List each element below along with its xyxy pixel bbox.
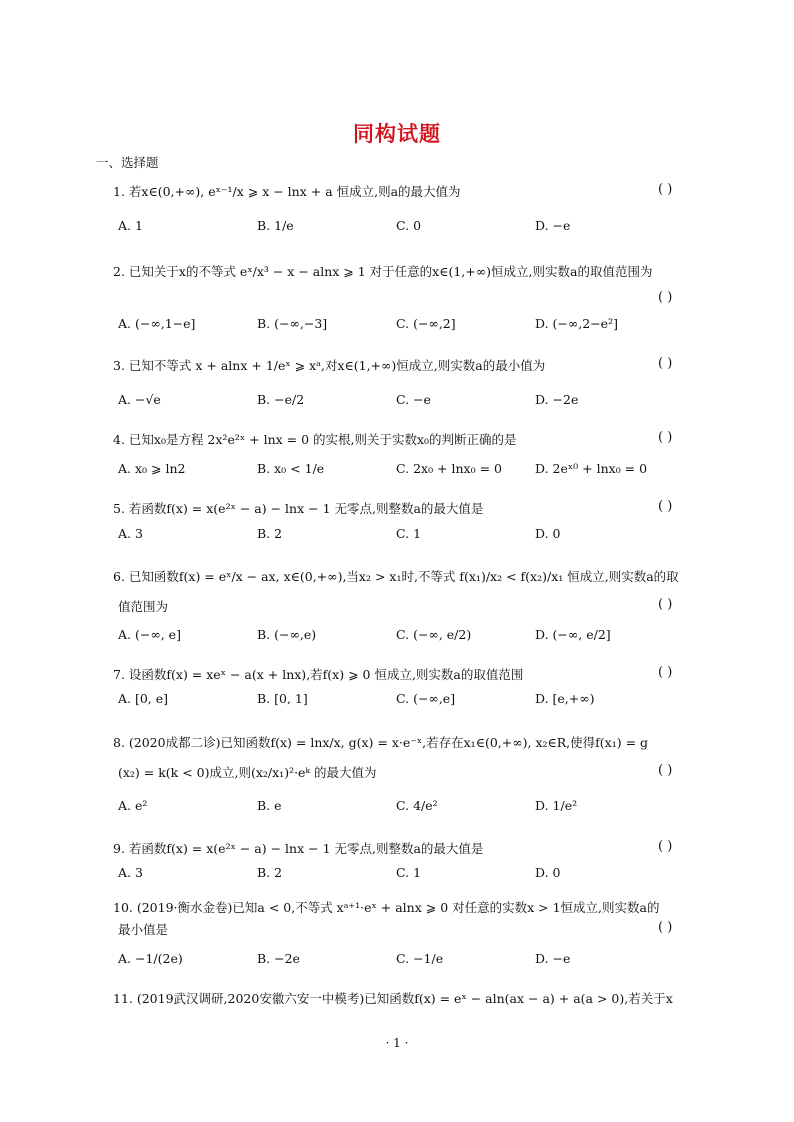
- question-5-option-a: A. 3: [118, 526, 143, 541]
- question-4-option-d: D. 2eˣ⁰ + lnx₀ = 0: [535, 461, 648, 476]
- question-6-stem: 6. 已知函数f(x) = eˣ/x − ax, x∈(0,+∞),当x₂ > x₁时,不等式 f(x₁)/x₂ < f(x₂)/x₁ 恒成立,则实数a的取: [113, 569, 679, 584]
- question-1-option-b: B. 1/e: [257, 218, 294, 233]
- question-2-option-a: A. (−∞,1−e]: [118, 316, 196, 331]
- answer-paren: ( ): [658, 430, 673, 445]
- question-9-option-b: B. 2: [257, 865, 283, 880]
- question-2-option-b: B. (−∞,−3]: [257, 316, 328, 331]
- question-7-option-c: C. (−∞,e]: [396, 691, 456, 706]
- question-5-option-d: D. 0: [535, 526, 561, 541]
- answer-paren: ( ): [658, 597, 673, 612]
- question-10-stem-continued: 最小值是: [118, 922, 169, 937]
- question-6-stem-continued: 值范围为: [118, 599, 169, 614]
- question-6-option-b: B. (−∞,e): [257, 627, 317, 642]
- question-1-option-c: C. 0: [396, 218, 422, 233]
- question-3-option-d: D. −2e: [535, 392, 579, 407]
- question-8-stem: 8. (2020成都二诊)已知函数f(x) = lnx/x, g(x) = x·e⁻ˣ,若存在x₁∈(0,+∞), x₂∈R,使得f(x₁) = g: [113, 735, 649, 750]
- answer-paren: ( ): [658, 839, 673, 854]
- answer-paren: ( ): [658, 499, 673, 514]
- question-10-option-b: B. −2e: [257, 951, 300, 966]
- question-10-stem: 10. (2019·衡水金卷)已知a < 0,不等式 xᵃ⁺¹·eˣ + alnx ⩾ 0 对任意的实数x > 1恒成立,则实数a的: [113, 900, 660, 915]
- question-4-stem: 4. 已知x₀是方程 2x²e²ˣ + lnx = 0 的实根,则关于实数x₀的判断正确的是: [113, 432, 517, 447]
- question-9-option-a: A. 3: [118, 865, 143, 880]
- question-4-option-b: B. x₀ < 1/e: [257, 461, 325, 476]
- question-7-option-d: D. [e,+∞): [535, 691, 595, 706]
- question-8-option-b: B. e: [257, 798, 282, 813]
- question-6-option-c: C. (−∞, e/2): [396, 627, 472, 642]
- answer-paren: ( ): [658, 290, 673, 305]
- question-6-option-a: A. (−∞, e]: [118, 627, 181, 642]
- question-3-option-b: B. −e/2: [257, 392, 305, 407]
- question-9-option-c: C. 1: [396, 865, 422, 880]
- question-3-option-a: A. −√e: [118, 392, 161, 407]
- question-5-option-b: B. 2: [257, 526, 283, 541]
- question-2-stem: 2. 已知关于x的不等式 eˣ/x³ − x − alnx ⩾ 1 对于任意的x∈(1,+∞)恒成立,则实数a的取值范围为: [113, 264, 653, 279]
- question-4-option-a: A. x₀ ⩾ ln2: [118, 461, 186, 476]
- question-8-stem-continued: (x₂) = k(k < 0)成立,则(x₂/x₁)²·eᵏ 的最大值为: [118, 765, 377, 780]
- question-7-stem: 7. 设函数f(x) = xeˣ − a(x + lnx),若f(x) ⩾ 0 恒成立,则实数a的取值范围: [113, 667, 524, 682]
- question-10-option-d: D. −e: [535, 951, 571, 966]
- question-5-stem: 5. 若函数f(x) = x(e²ˣ − a) − lnx − 1 无零点,则整数a的最大值是: [113, 501, 484, 516]
- answer-paren: ( ): [658, 763, 673, 778]
- question-6-option-d: D. (−∞, e/2]: [535, 627, 611, 642]
- question-4-option-c: C. 2x₀ + lnx₀ = 0: [396, 461, 502, 476]
- answer-paren: ( ): [658, 920, 673, 935]
- section-heading: 一、选择题: [96, 155, 159, 170]
- question-5-option-c: C. 1: [396, 526, 422, 541]
- question-7-option-a: A. [0, e]: [118, 691, 169, 706]
- page-number: · 1 ·: [385, 1036, 409, 1050]
- question-1-option-a: A. 1: [118, 218, 143, 233]
- question-2-option-d: D. (−∞,2−e²]: [535, 316, 618, 331]
- question-1-option-d: D. −e: [535, 218, 571, 233]
- question-10-option-a: A. −1/(2e): [118, 951, 183, 966]
- question-8-option-c: C. 4/e²: [396, 798, 438, 813]
- answer-paren: ( ): [658, 182, 673, 197]
- question-8-option-d: D. 1/e²: [535, 798, 578, 813]
- question-1-stem: 1. 若x∈(0,+∞), eˣ⁻¹/x ⩾ x − lnx + a 恒成立,则a的最大值为: [113, 184, 461, 199]
- answer-paren: ( ): [658, 665, 673, 680]
- question-9-stem: 9. 若函数f(x) = x(e²ˣ − a) − lnx − 1 无零点,则整数a的最大值是: [113, 841, 484, 856]
- question-11-stem: 11. (2019武汉调研,2020安徽六安一中模考)已知函数f(x) = eˣ − aln(ax − a) + a(a > 0),若关于x: [113, 991, 673, 1006]
- question-2-option-c: C. (−∞,2]: [396, 316, 456, 331]
- question-8-option-a: A. e²: [118, 798, 148, 813]
- question-7-option-b: B. [0, 1]: [257, 691, 308, 706]
- question-9-option-d: D. 0: [535, 865, 561, 880]
- answer-paren: ( ): [658, 356, 673, 371]
- page-title: 同构试题: [353, 121, 441, 146]
- question-3-stem: 3. 已知不等式 x + alnx + 1/eˣ ⩾ xᵃ,对x∈(1,+∞)恒成立,则实数a的最小值为: [113, 358, 546, 373]
- question-3-option-c: C. −e: [396, 392, 431, 407]
- question-10-option-c: C. −1/e: [396, 951, 444, 966]
